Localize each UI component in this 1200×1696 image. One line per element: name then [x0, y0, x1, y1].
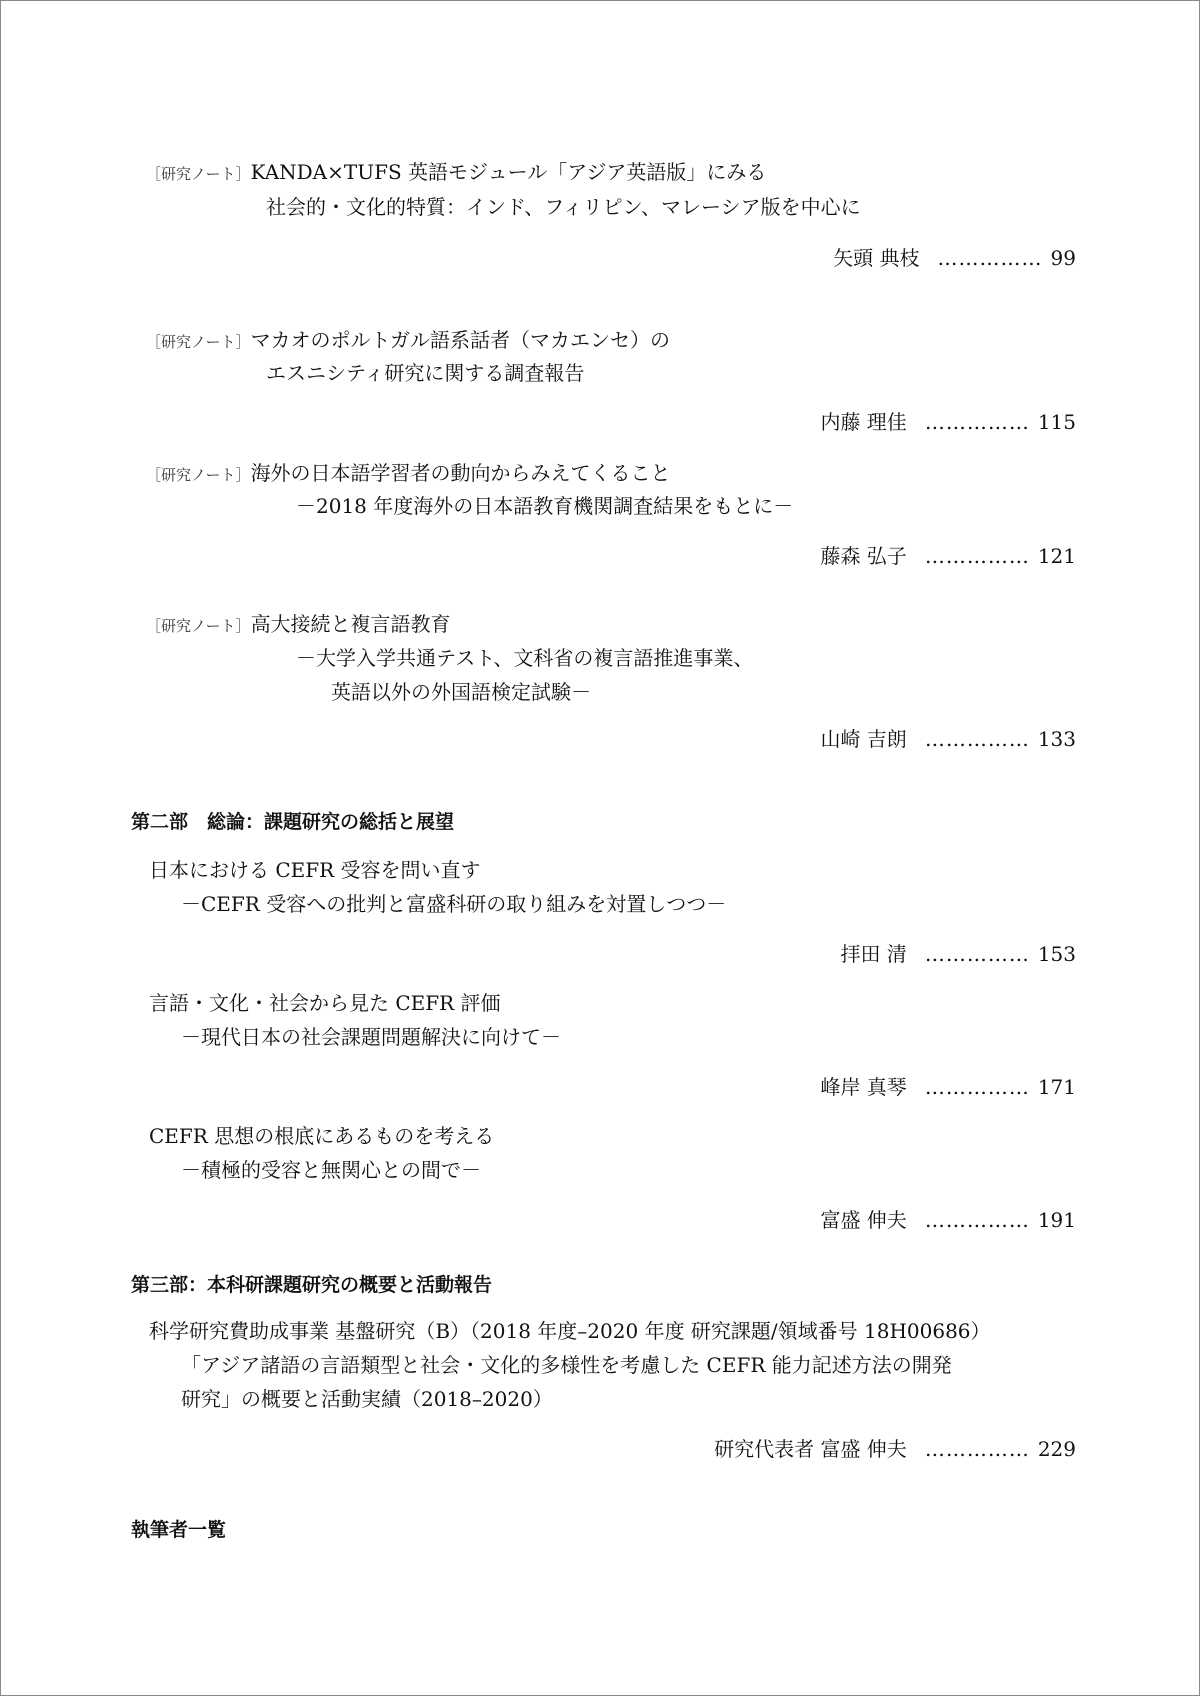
leader-dots: ……………: [924, 1437, 1030, 1461]
toc-entry-title-line: －現代日本の社会課題問題解決に向けて－: [181, 1025, 561, 1049]
section-heading-part2: 第二部 総論：課題研究の総括と展望: [131, 811, 455, 833]
toc-entry-author-line: [820, 542, 1076, 570]
toc-entry-title-line: ［研究ノート］KANDA×TUFS 英語モジュール「アジア英語版」にみる: [146, 160, 767, 184]
toc-entry-title-line: CEFR 思想の根底にあるものを考える: [149, 1124, 495, 1148]
author-name: 矢頭 典枝: [833, 246, 920, 270]
author-name: 山崎 吉朗: [820, 727, 907, 751]
toc-entry-title-line: エスニシティ研究に関する調査報告: [266, 361, 585, 385]
leader-dots: ……………: [924, 410, 1030, 434]
leader-dots: ……………: [924, 1208, 1030, 1232]
leader-dots: ……………: [937, 246, 1043, 270]
page-number: 99: [1050, 246, 1076, 270]
author-name: 研究代表者 富盛 伸夫: [714, 1437, 907, 1461]
page-number: 115: [1037, 410, 1076, 434]
page-number: 133: [1037, 727, 1076, 751]
author-name: 富盛 伸夫: [820, 1208, 907, 1232]
toc-entry-author-line: [820, 1206, 1076, 1234]
author-name: 藤森 弘子: [820, 544, 907, 568]
toc-entry-title-line: 英語以外の外国語検定試験－: [331, 680, 591, 704]
leader-dots: ……………: [924, 942, 1030, 966]
section-heading-part3: 第三部：本科研課題研究の概要と活動報告: [131, 1274, 493, 1296]
section-heading-contributors: 執筆者一覧: [131, 1519, 227, 1541]
leader-dots: ……………: [924, 727, 1030, 751]
research-note-tag: ［研究ノート］: [146, 466, 251, 484]
toc-entry-title-line: ［研究ノート］海外の日本語学習者の動向からみえてくること: [146, 461, 671, 485]
toc-entry-author-line: [840, 940, 1076, 968]
toc-entry-title-line: 研究」の概要と活動実績（2018–2020）: [181, 1387, 553, 1411]
page-number: 171: [1037, 1075, 1076, 1099]
toc-entry-title-line: 社会的・文化的特質：インド、フィリピン、マレーシア版を中心に: [266, 195, 861, 219]
toc-entry-author-line: [820, 1073, 1076, 1101]
page-number: 191: [1037, 1208, 1076, 1232]
toc-entry-title-line: 科学研究費助成事業 基盤研究（B）（2018 年度–2020 年度 研究課題/領域番号 18H00686）: [149, 1319, 991, 1343]
toc-entry-title-line: ［研究ノート］高大接続と複言語教育: [146, 612, 451, 636]
author-name: 拝田 清: [840, 942, 907, 966]
research-note-tag: ［研究ノート］: [146, 333, 251, 351]
toc-entry-title-line: －大学入学共通テスト、文科省の複言語推進事業、: [296, 646, 754, 670]
leader-dots: ……………: [924, 1075, 1030, 1099]
toc-entry-title-line: －2018 年度海外の日本語教育機関調査結果をもとに－: [296, 494, 794, 518]
research-note-tag: ［研究ノート］: [146, 617, 251, 635]
toc-entry-title-line: ［研究ノート］マカオのポルトガル語系話者（マカエンセ）の: [146, 328, 670, 352]
toc-entry-author-line: [714, 1435, 1076, 1463]
toc-entry-author-line: [820, 725, 1076, 753]
toc-entry-title-line: －CEFR 受容への批判と富盛科研の取り組みを対置しつつ－: [181, 892, 727, 916]
author-name: 峰岸 真琴: [820, 1075, 907, 1099]
toc-entry-title-line: －積極的受容と無関心との間で－: [181, 1158, 481, 1182]
toc-entry-author-line: [820, 408, 1076, 436]
toc-entry-title-line: 言語・文化・社会から見た CEFR 評価: [149, 991, 501, 1015]
leader-dots: ……………: [924, 544, 1030, 568]
toc-entry-author-line: [833, 244, 1076, 272]
toc-entry-title-line: 「アジア諸語の言語類型と社会・文化的多様性を考慮した CEFR 能力記述方法の開発: [181, 1353, 952, 1377]
page-number: 229: [1037, 1437, 1076, 1461]
page-number: 121: [1037, 544, 1076, 568]
author-name: 内藤 理佳: [820, 410, 907, 434]
research-note-tag: ［研究ノート］: [146, 165, 251, 183]
page-number: 153: [1037, 942, 1076, 966]
toc-entry-title-line: 日本における CEFR 受容を問い直す: [149, 858, 481, 882]
